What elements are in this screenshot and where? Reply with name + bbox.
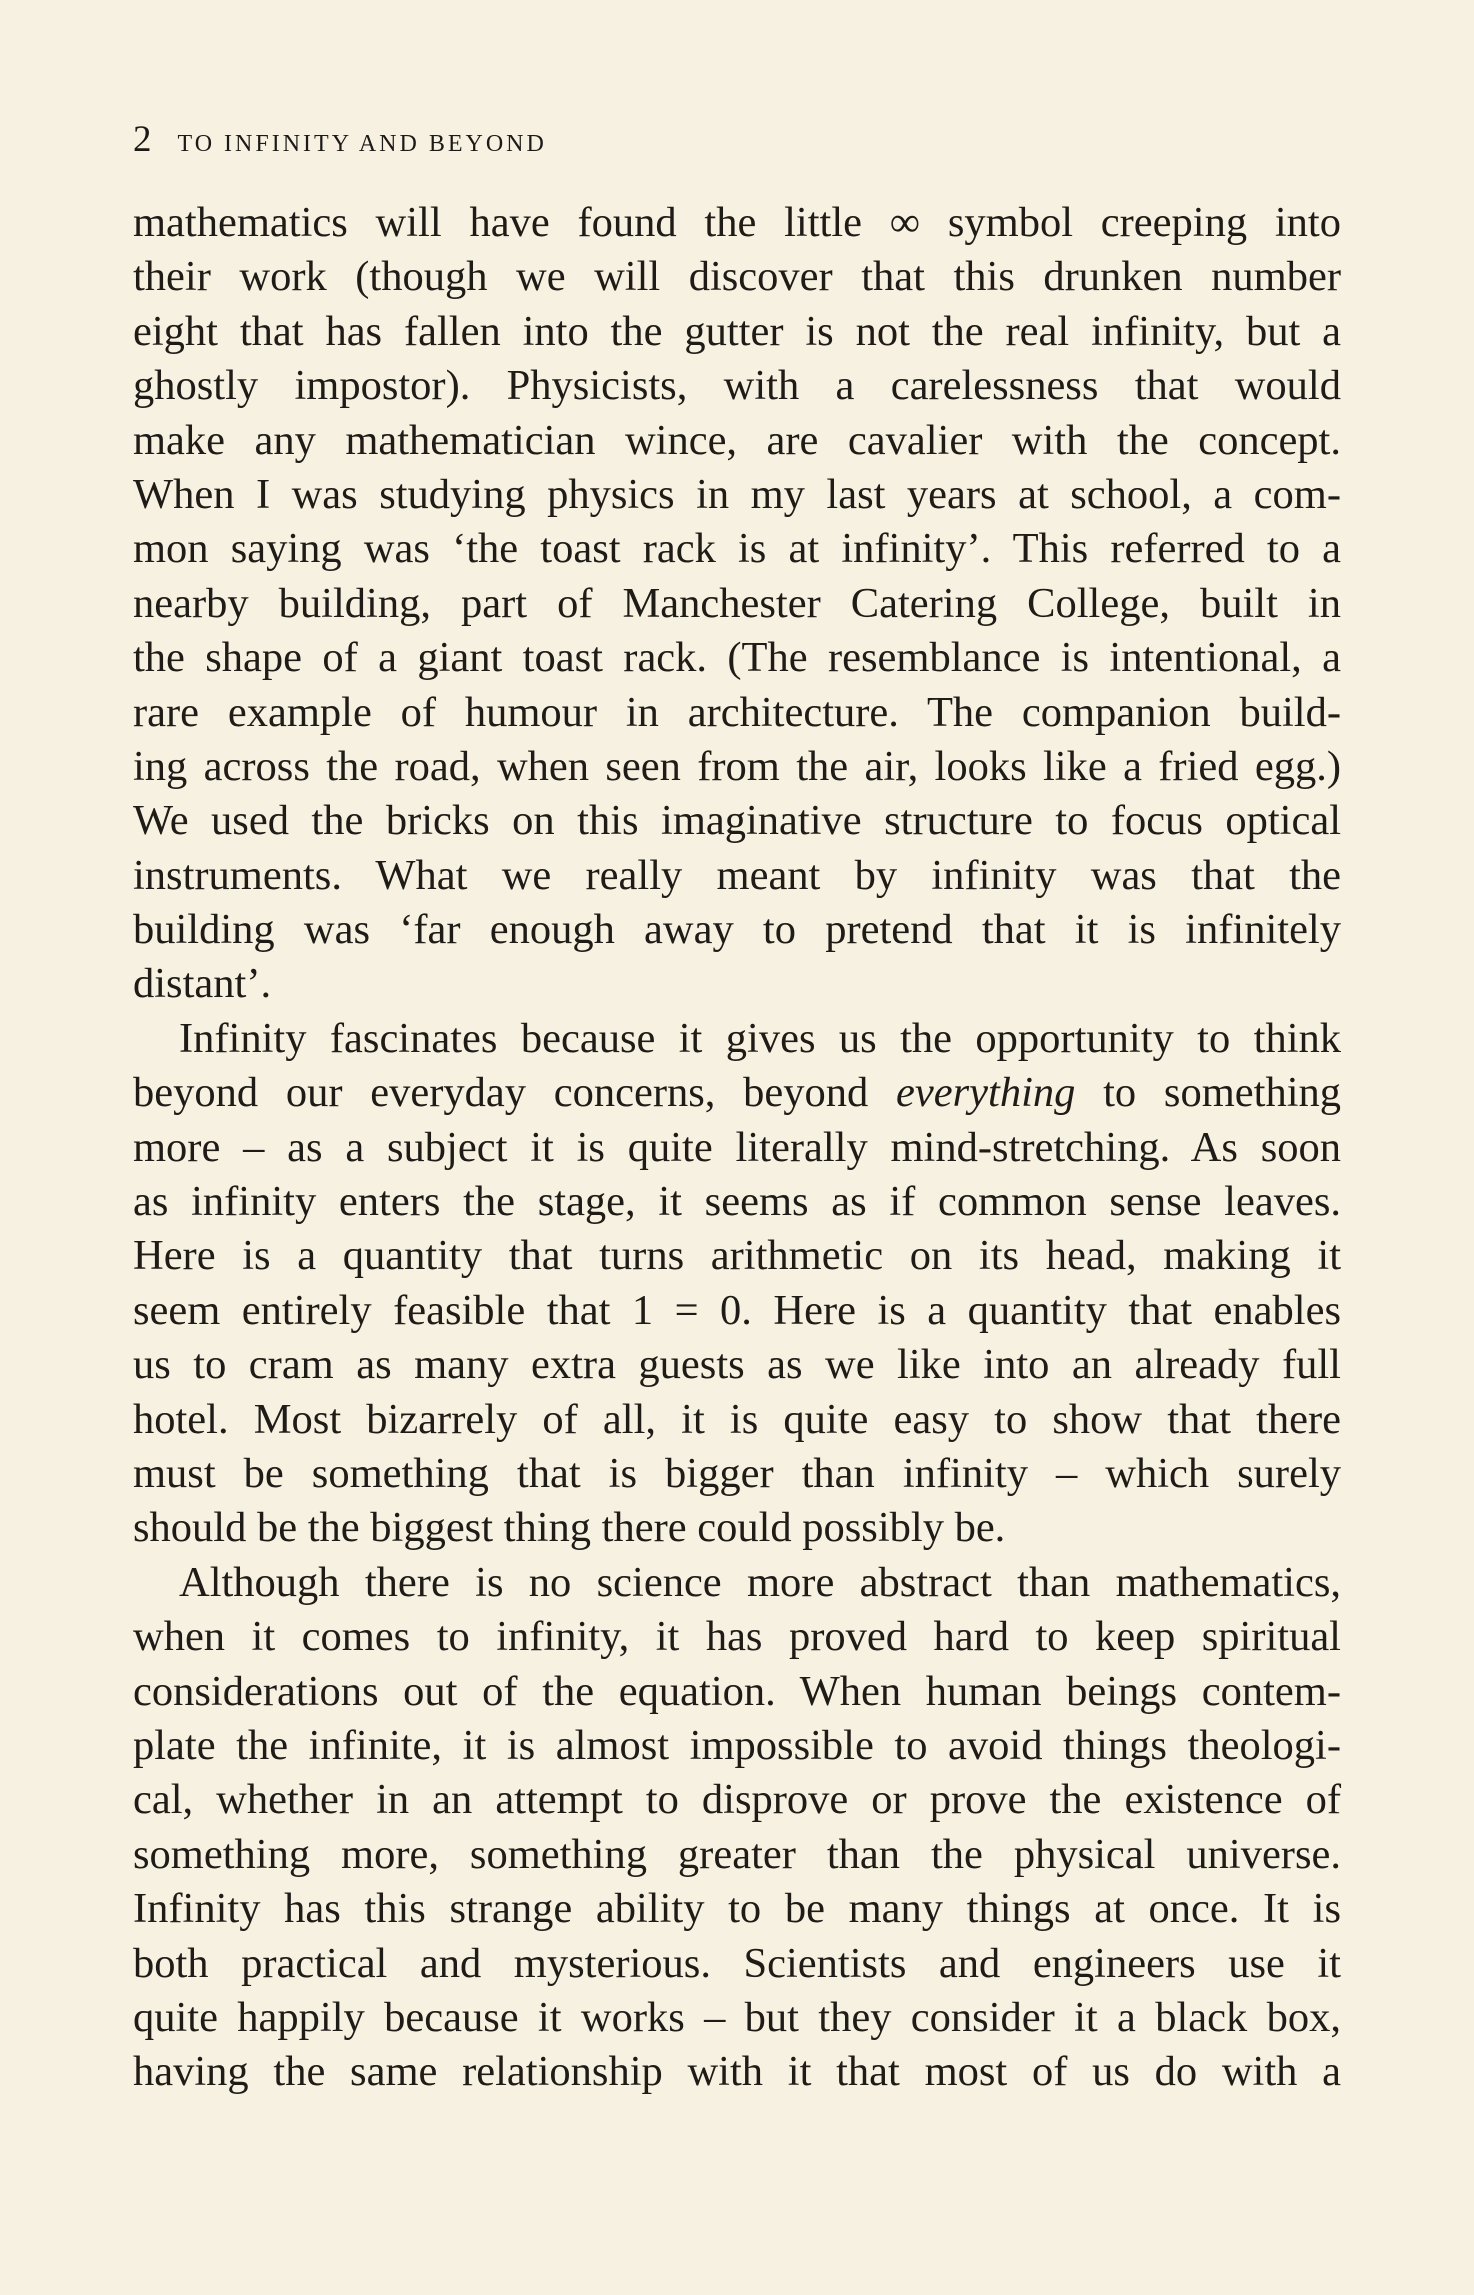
text-line: distant’. [133, 960, 272, 1008]
body-text [133, 196, 1341, 2100]
page-header [133, 118, 547, 161]
text-line: ghostly impostor). Physicists, with a carelessness that would [133, 362, 1341, 410]
running-head: TO INFINITY AND BEYOND [177, 131, 547, 157]
text-line: We used the bricks on this imaginative structure to focus optical [133, 797, 1341, 845]
text-line: considerations out of the equation. When human beings contem- [133, 1667, 1341, 1715]
text-line: mathematics will have found the little ∞ symbol creeping into [133, 199, 1341, 246]
text-fragment: beyond our everyday concerns, beyond [133, 1069, 869, 1117]
emphasis-everything: everything [896, 1069, 1076, 1117]
text-line: should be the biggest thing there could possibly be. [133, 1504, 1006, 1552]
text-line: nearby building, part of Manchester Catering College, built in [133, 579, 1341, 627]
text-line: must be something that is bigger than infinity – which surely [133, 1449, 1341, 1497]
text-line: more – as a subject it is quite literally mind-stretching. As soon [133, 1123, 1341, 1171]
text-line: make any mathematician wince, are cavalier with the concept. [133, 416, 1341, 464]
text-line: ing across the road, when seen from the air, looks like a fried egg.) [133, 742, 1341, 790]
text-line: Although there is no science more abstract than mathematics, [179, 1558, 1341, 1606]
text-line: mon saying was ‘the toast rack is at infinity’. This referred to a [133, 525, 1341, 573]
text-line: eight that has fallen into the gutter is not the real infinity, but a [133, 307, 1341, 355]
text-line: something more, something greater than the physical universe. [133, 1830, 1341, 1878]
text-line-with-emphasis [133, 1066, 1341, 1120]
text-line: both practical and mysterious. Scientists and engineers use it [133, 1939, 1341, 1987]
text-line: us to cram as many extra guests as we like into an already full [133, 1341, 1341, 1389]
text-line: building was ‘far enough away to pretend that it is infinitely [133, 906, 1341, 954]
text-line: hotel. Most bizarrely of all, it is quite easy to show that there [133, 1395, 1341, 1443]
text-line: When I was studying physics in my last years at school, a com- [133, 470, 1341, 518]
text-line: seem entirely feasible that 1 = 0. Here is a quantity that enables [133, 1286, 1341, 1334]
page-number: 2 [133, 119, 152, 160]
text-line: their work (though we will discover that this drunken number [133, 253, 1341, 301]
text-line: rare example of humour in architecture. The companion build- [133, 688, 1341, 736]
text-line: when it comes to infinity, it has proved hard to keep spiritual [133, 1613, 1341, 1661]
text-line: Infinity fascinates because it gives us the opportunity to think [179, 1014, 1341, 1062]
text-line: as infinity enters the stage, it seems as if common sense leaves. [133, 1178, 1341, 1226]
text-line: instruments. What we really meant by infinity was that the [133, 851, 1341, 899]
text-line: the shape of a giant toast rack. (The resemblance is intentional, a [133, 634, 1341, 682]
text-line: cal, whether in an attempt to disprove or prove the existence of [133, 1776, 1341, 1824]
text-line: having the same relationship with it that most of us do with a [133, 2048, 1341, 2096]
text-line: plate the infinite, it is almost impossible to avoid things theologi- [133, 1721, 1341, 1769]
text-line: Here is a quantity that turns arithmetic on its head, making it [133, 1232, 1341, 1280]
text-line: Infinity has this strange ability to be many things at once. It is [133, 1885, 1341, 1933]
text-fragment: to something [1103, 1069, 1342, 1117]
text-line: quite happily because it works – but they consider it a black box, [133, 1993, 1341, 2041]
